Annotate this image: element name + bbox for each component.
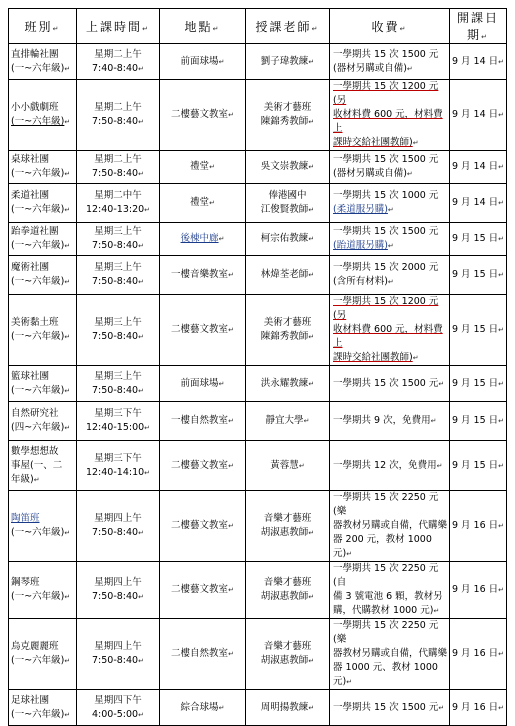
location-cell <box>160 44 246 80</box>
teacher-cell <box>246 619 330 690</box>
class-cell <box>9 184 77 223</box>
time-cell <box>77 402 160 441</box>
teacher-cell <box>246 690 330 726</box>
time-cell-line: 星期二上午 <box>94 48 142 60</box>
class-cell-line: 柔道社團 <box>11 190 50 201</box>
teacher-cell-line: 美術才藝班 <box>263 317 312 328</box>
location-cell-line: 綜合球場↵ <box>180 701 225 713</box>
time-cell-line: 12:40-15:00↵ <box>85 422 151 433</box>
class-cell <box>9 295 77 366</box>
class-cell-line: 自然研究社 <box>11 408 59 419</box>
fee-cell <box>330 402 450 441</box>
fee-cell-line: 器 1000 元、教材 1000 元)↵ <box>333 662 438 687</box>
teacher-cell-line: 音樂才藝班 <box>263 577 312 588</box>
fee-cell-line: 器教材另購或自備，代購樂 <box>333 520 448 531</box>
teacher-cell-line: 洪永耀教練↵ <box>260 377 315 389</box>
teacher-cell-line: 林煒荃老師↵ <box>260 269 315 280</box>
time-cell-line: 星期三下午 <box>94 452 142 464</box>
fee-cell <box>330 491 450 562</box>
time-cell-line: 星期四上午 <box>94 577 142 588</box>
time-cell <box>77 223 160 256</box>
class-cell-line: (一~六年級)↵ <box>11 168 71 179</box>
location-cell <box>160 402 246 441</box>
class-cell-line: 桌球社團 <box>11 154 50 165</box>
fee-cell-line: 一學期共 15 次 1200 元(另 <box>333 81 439 106</box>
teacher-cell-line: 音樂才藝班 <box>263 641 312 652</box>
teacher-cell <box>246 366 330 402</box>
fee-cell-line: (含所有材料)↵ <box>333 276 394 287</box>
class-cell-line: 小小戲劇班 <box>11 102 59 113</box>
location-cell <box>160 256 246 295</box>
fee-cell-line: 一學期共 15 次 1500 元 <box>333 48 439 60</box>
time-cell <box>77 44 160 80</box>
fee-cell-line: 一學期共 15 次 2000 元 <box>333 262 439 273</box>
location-cell <box>160 295 246 366</box>
table-row <box>9 151 507 184</box>
time-cell-line: 7:50-8:40↵ <box>92 168 144 179</box>
teacher-cell-line: 俸港國中 <box>268 190 307 201</box>
location-cell-line: 一樓自然教室↵ <box>171 415 234 426</box>
class-cell-line: (一~六年級)↵ <box>11 384 71 396</box>
time-cell-line: 7:50-8:40↵ <box>92 527 144 538</box>
time-cell <box>77 80 160 151</box>
teacher-cell <box>246 80 330 151</box>
fee-cell <box>330 44 450 80</box>
fee-cell-line: 器教材另購或自備，代購樂 <box>333 648 448 659</box>
class-cell-line: (一~六年級)↵ <box>11 62 71 74</box>
location-cell <box>160 366 246 402</box>
fee-cell <box>330 441 450 491</box>
class-cell <box>9 223 77 256</box>
location-cell <box>160 690 246 726</box>
location-cell <box>160 562 246 619</box>
header-teacher: 授課老師↵ <box>246 9 330 44</box>
time-cell-line: 星期三上午 <box>94 262 142 273</box>
fee-cell-line: 一學期共 15 次 1500 元 <box>333 226 439 237</box>
start-date-cell: 9 月 15 日↵ <box>450 223 507 256</box>
fee-cell-line: 一學期共 15 次 1500 元 <box>333 154 439 165</box>
table-row <box>9 256 507 295</box>
start-date-cell: 9 月 16 日↵ <box>450 619 507 690</box>
class-cell-line: (一~六年級)↵ <box>11 591 71 602</box>
table-row <box>9 184 507 223</box>
class-cell-line: (一~六年級)↵ <box>11 116 71 127</box>
fee-cell <box>330 690 450 726</box>
location-cell-line: 二樓藝文教室↵ <box>171 584 234 595</box>
class-cell <box>9 151 77 184</box>
header-time: 上課時間↵ <box>77 9 160 44</box>
teacher-cell-line: 陳錦秀教師↵ <box>260 331 315 342</box>
class-cell-line: 陶笛班 <box>11 513 40 524</box>
fee-cell <box>330 366 450 402</box>
location-cell-line: 一樓音樂教室↵ <box>171 269 234 280</box>
time-cell-line: 7:40-8:40↵ <box>92 62 144 74</box>
start-date-cell: 9 月 15 日↵ <box>450 366 507 402</box>
class-cell-line: (一~六年級)↵ <box>11 708 71 720</box>
time-cell <box>77 619 160 690</box>
fee-cell-line: (器材另購或自備)↵ <box>333 168 413 179</box>
location-cell-line: 二樓藝文教室↵ <box>171 324 234 335</box>
club-schedule-table <box>8 8 507 726</box>
table-row <box>9 562 507 619</box>
location-cell-line: 二樓藝文教室↵ <box>171 109 234 120</box>
start-date-cell: 9 月 15 日↵ <box>450 441 507 491</box>
time-cell <box>77 690 160 726</box>
location-cell <box>160 184 246 223</box>
class-cell-line: (一~六年級)↵ <box>11 276 71 287</box>
fee-cell-line: 收材料費 600 元，材料費上 <box>333 324 443 349</box>
time-cell-line: 7:50-8:40↵ <box>92 591 144 602</box>
teacher-cell-line: 吳文崇教練↵ <box>260 161 315 172</box>
time-cell-line: 12:40-13:20↵ <box>85 204 151 215</box>
class-cell-line: (一~六年級)↵ <box>11 527 71 538</box>
teacher-cell <box>246 151 330 184</box>
time-cell-line: 7:50-8:40↵ <box>92 655 144 666</box>
fee-cell-line: (柔道服另購)↵ <box>333 204 394 215</box>
teacher-cell <box>246 441 330 491</box>
teacher-cell <box>246 562 330 619</box>
time-cell-line: 12:40-14:10↵ <box>85 466 151 478</box>
time-cell-line: 星期三上午 <box>94 317 142 328</box>
time-cell <box>77 441 160 491</box>
header-class: 班別↵ <box>9 9 77 44</box>
fee-cell-line: 一學期共 15 次 1000 元 <box>333 190 439 201</box>
teacher-cell-line: 柯宗佑教練↵ <box>260 233 315 244</box>
class-cell <box>9 256 77 295</box>
class-cell <box>9 619 77 690</box>
time-cell-line: 7:50-8:40↵ <box>92 276 144 287</box>
time-cell <box>77 562 160 619</box>
class-cell <box>9 690 77 726</box>
header-location: 地點↵ <box>160 9 246 44</box>
location-cell <box>160 151 246 184</box>
class-cell-line: 直排輪社團 <box>11 48 59 60</box>
fee-cell-line: 課時交給社團教師)↵ <box>333 137 419 148</box>
class-cell-line: 數學想想故 <box>11 445 59 457</box>
location-cell-line: 禮堂↵ <box>190 161 215 172</box>
table-row <box>9 491 507 562</box>
fee-cell <box>330 256 450 295</box>
time-cell <box>77 366 160 402</box>
start-date-cell: 9 月 15 日↵ <box>450 295 507 366</box>
location-cell-line: 禮堂↵ <box>190 197 215 208</box>
fee-cell-line: 器 200 元，教材 1000 元)↵ <box>333 534 432 559</box>
header-row <box>9 9 507 44</box>
time-cell-line: 7:50-8:40↵ <box>92 240 144 251</box>
teacher-cell-line: 周明揚教練↵ <box>260 701 315 713</box>
fee-cell-line: 一學期共 9 次，免費用↵ <box>333 415 437 426</box>
class-cell-line: (一~六年級)↵ <box>11 240 71 251</box>
fee-cell-line: 備 3 號電池 6 顆，教材另 <box>333 591 443 602</box>
fee-cell-line: (跆道服另購)↵ <box>333 240 394 251</box>
teacher-cell-line: 胡淑惠教師↵ <box>260 655 315 666</box>
fee-cell-line: 購，代購教材 1000 元)↵ <box>333 605 440 616</box>
class-cell-line: 跆拳道社團 <box>11 226 59 237</box>
class-cell <box>9 441 77 491</box>
start-date-cell: 9 月 14 日↵ <box>450 80 507 151</box>
time-cell-line: 星期四上午 <box>94 513 142 524</box>
table-row <box>9 441 507 491</box>
class-cell-line: (四~六年級)↵ <box>11 422 71 433</box>
location-cell <box>160 80 246 151</box>
fee-cell <box>330 80 450 151</box>
class-cell-line: (一~六年級)↵ <box>11 655 71 666</box>
teacher-cell-line: 劉子瑋教練↵ <box>260 55 315 67</box>
time-cell-line: 星期四上午 <box>94 641 142 652</box>
teacher-cell <box>246 184 330 223</box>
start-date-cell: 9 月 14 日↵ <box>450 44 507 80</box>
teacher-cell-line: 胡淑惠教師↵ <box>260 527 315 538</box>
start-date-cell: 9 月 16 日↵ <box>450 690 507 726</box>
class-cell <box>9 562 77 619</box>
location-cell-line: 前面球場↵ <box>180 377 225 389</box>
table-row <box>9 223 507 256</box>
teacher-cell <box>246 295 330 366</box>
location-cell <box>160 619 246 690</box>
time-cell-line: 7:50-8:40↵ <box>92 384 144 396</box>
time-cell-line: 星期二上午 <box>94 154 142 165</box>
location-cell-line: 二樓藝文教室↵ <box>171 520 234 531</box>
location-cell-line: 二樓藝文教室↵ <box>171 459 234 471</box>
location-cell <box>160 441 246 491</box>
fee-cell <box>330 562 450 619</box>
table-row <box>9 366 507 402</box>
location-cell-line: 前面球場↵ <box>180 55 225 67</box>
class-cell-line: 年級)↵ <box>11 473 40 485</box>
class-cell-line: 鋼琴班 <box>11 577 40 588</box>
fee-cell-line: 收材料費 600 元，材料費上 <box>333 109 443 134</box>
class-cell-line: 籃球社團 <box>11 370 50 382</box>
time-cell-line: 7:50-8:40↵ <box>92 116 144 127</box>
class-cell <box>9 402 77 441</box>
teacher-cell-line: 黃蓉慧↵ <box>270 459 305 471</box>
time-cell <box>77 151 160 184</box>
teacher-cell <box>246 256 330 295</box>
header-fee: 收費↵ <box>330 9 450 44</box>
fee-cell <box>330 151 450 184</box>
teacher-cell-line: 音樂才藝班 <box>263 513 312 524</box>
time-cell-line: 星期三上午 <box>94 226 142 237</box>
time-cell-line: 星期四下午 <box>94 694 142 706</box>
time-cell-line: 星期二中午 <box>94 190 142 201</box>
start-date-cell: 9 月 16 日↵ <box>450 562 507 619</box>
time-cell <box>77 184 160 223</box>
location-cell-line: 二樓自然教室↵ <box>171 648 234 659</box>
fee-cell-line: 一學期共 12 次，免費用↵ <box>333 459 443 471</box>
class-cell <box>9 366 77 402</box>
teacher-cell <box>246 223 330 256</box>
table-row <box>9 619 507 690</box>
start-date-cell: 9 月 14 日↵ <box>450 151 507 184</box>
fee-cell <box>330 295 450 366</box>
location-cell-line: 後棟中廊↵ <box>180 233 225 244</box>
teacher-cell-line: 胡淑惠教師↵ <box>260 591 315 602</box>
table-row <box>9 402 507 441</box>
time-cell <box>77 491 160 562</box>
fee-cell-line: 一學期共 15 次 2250 元(樂 <box>333 620 439 645</box>
fee-cell <box>330 184 450 223</box>
fee-cell-line: (器材另購或自備)↵ <box>333 62 413 74</box>
start-date-cell: 9 月 16 日↵ <box>450 491 507 562</box>
class-cell-line: 魔術社團 <box>11 262 50 273</box>
start-date-cell: 9 月 15 日↵ <box>450 256 507 295</box>
time-cell-line: 星期三上午 <box>94 370 142 382</box>
start-date-cell: 9 月 14 日↵ <box>450 184 507 223</box>
fee-cell-line: 一學期共 15 次 2250 元(自 <box>333 563 439 588</box>
time-cell-line: 星期二上午 <box>94 102 142 113</box>
fee-cell-line: 一學期共 15 次 1200 元(另 <box>333 296 439 321</box>
time-cell <box>77 295 160 366</box>
time-cell <box>77 256 160 295</box>
class-cell <box>9 44 77 80</box>
table-row <box>9 80 507 151</box>
fee-cell-line: 一學期共 15 次 1500 元↵ <box>333 701 445 713</box>
fee-cell-line: 一學期共 15 次 1500 元↵ <box>333 377 445 389</box>
time-cell-line: 7:50-8:40↵ <box>92 331 144 342</box>
teacher-cell-line: 靜宜大學↵ <box>265 415 310 426</box>
teacher-cell <box>246 491 330 562</box>
header-start-date: 開課日期↵ <box>450 9 507 44</box>
teacher-cell-line: 江俊賢教師↵ <box>260 204 315 215</box>
location-cell <box>160 223 246 256</box>
class-cell-line: 事屋(一、二 <box>11 459 63 471</box>
time-cell-line: 4:00-5:00↵ <box>92 708 144 720</box>
class-cell-line: (一~六年級)↵ <box>11 331 71 342</box>
teacher-cell-line: 美術才藝班 <box>263 102 312 113</box>
class-cell-line: 烏克麗麗班 <box>11 641 59 652</box>
start-date-cell: 9 月 15 日↵ <box>450 402 507 441</box>
fee-cell <box>330 223 450 256</box>
time-cell-line: 星期三下午 <box>94 408 142 419</box>
teacher-cell <box>246 402 330 441</box>
location-cell <box>160 491 246 562</box>
teacher-cell <box>246 44 330 80</box>
teacher-cell-line: 陳錦秀教師↵ <box>260 116 315 127</box>
fee-cell-line: 一學期共 15 次 2250 元(樂 <box>333 492 439 517</box>
class-cell <box>9 491 77 562</box>
class-cell-line: 美術黏土班 <box>11 317 59 328</box>
table-row <box>9 44 507 80</box>
fee-cell <box>330 619 450 690</box>
schedule-document <box>8 8 507 726</box>
class-cell-line: 足球社團 <box>11 694 50 706</box>
fee-cell-line: 課時交給社團教師)↵ <box>333 352 419 363</box>
class-cell <box>9 80 77 151</box>
table-row <box>9 690 507 726</box>
table-row <box>9 295 507 366</box>
class-cell-line: (一~六年級)↵ <box>11 204 71 215</box>
